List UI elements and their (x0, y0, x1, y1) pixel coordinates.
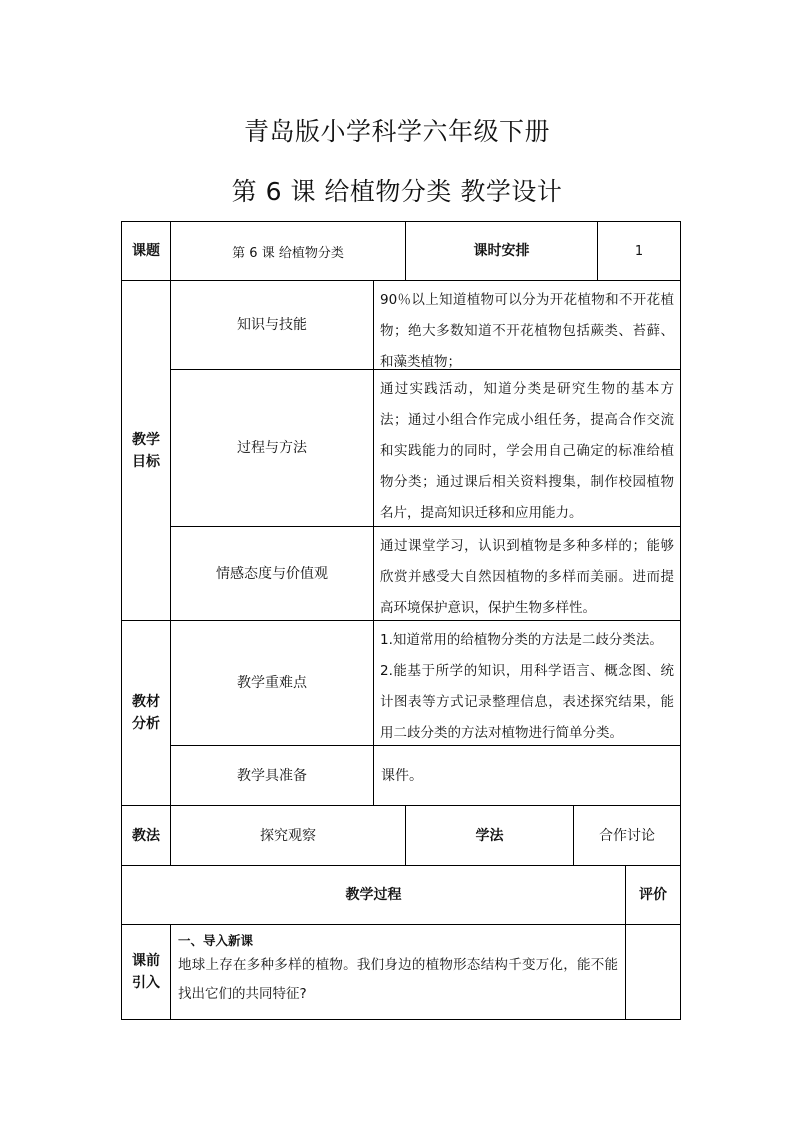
document-title: 青岛版小学科学六年级下册 (243, 117, 550, 146)
goal-knowledge-label: 知识与技能 (237, 317, 307, 333)
topic-label-cell (121, 221, 171, 281)
materials-value: 课件。 (381, 767, 423, 784)
analysis-label-line1: 教材 (132, 694, 160, 710)
intro-label-line1: 课前 (132, 953, 160, 969)
method-label-cell (121, 805, 171, 866)
study-label-cell (405, 805, 574, 866)
goals-label-line2: 目标 (132, 453, 160, 470)
goal-emotion-label: 情感态度与价值观 (216, 565, 328, 582)
study-value: 合作讨论 (599, 827, 655, 844)
materials-label-cell (170, 745, 374, 806)
goal-emotion-text: 通过课堂学习，认识到植物是多种多样的；能够欣赏并感受大自然因植物的多样而美丽。进而提高环境保护意识，保护生物多样性。 (380, 538, 674, 616)
method-value: 探究观察 (260, 827, 316, 844)
goal-emotion-label-cell (170, 526, 374, 621)
goals-label-cell (121, 280, 171, 621)
process-label: 教学过程 (345, 887, 402, 903)
analysis-label-line2: 分析 (132, 716, 160, 732)
keypoints-text-cell (373, 620, 681, 746)
document-subtitle: 第 6 课 给植物分类 教学设计 (231, 177, 563, 206)
keypoints-label-cell (170, 620, 374, 746)
intro-content-cell (170, 924, 626, 1020)
materials-label: 教学具准备 (237, 767, 307, 784)
schedule-label: 课时安排 (473, 243, 530, 259)
intro-label-cell (121, 924, 171, 1020)
topic-label: 课题 (132, 243, 160, 259)
goal-process-text-cell (373, 369, 681, 527)
topic-value: 第 6 课 给植物分类 (232, 245, 344, 261)
intro-eval-cell (625, 924, 681, 1020)
topic-value-cell (170, 221, 406, 281)
eval-header-cell (625, 865, 681, 925)
goal-process-text: 通过实践活动，知道分类是研究生物的基本方法；通过小组合作完成小组任务，提高合作交流和实践能力的同时，学会用自己确定的标准给植物分类；通过课后相关资料搜集，制作校园植物名片，提高知识迁移和应用能力。 (380, 381, 674, 521)
keypoints-label: 教学重难点 (237, 675, 307, 691)
keypoint-1: 1.知道常用的给植物分类的方法是二歧分类法。 (380, 632, 663, 648)
goal-knowledge-text: 90％以上知道植物可以分为开花植物和不开花植物；绝大多数知道不开花植物包括蕨类、苔藓、和藻类植物； (380, 292, 674, 370)
study-label: 学法 (475, 827, 504, 844)
schedule-value: 1 (634, 243, 644, 259)
materials-value-cell (373, 745, 681, 806)
intro-text: 地球上存在多种多样的植物。我们身边的植物形态结构千变万化，能不能找出它们的共同特征? (178, 957, 618, 1002)
keypoint-2: 2.能基于所学的知识，用科学语言、概念图、统计图表等方式记录整理信息，表述探究结果，能用二歧分类的方法对植物进行简单分类。 (380, 663, 674, 741)
study-value-cell (573, 805, 681, 866)
intro-label-line2: 引入 (132, 975, 160, 991)
schedule-label-cell (405, 221, 598, 281)
goal-emotion-text-cell (373, 526, 681, 621)
goal-process-label: 过程与方法 (237, 440, 307, 456)
goal-knowledge-label-cell (170, 280, 374, 370)
analysis-label-cell (121, 620, 171, 806)
method-value-cell (170, 805, 406, 866)
eval-label: 评价 (639, 887, 667, 903)
method-label: 教法 (132, 827, 160, 844)
goal-process-label-cell (170, 369, 374, 527)
schedule-value-cell (597, 221, 681, 281)
process-header-cell (121, 865, 626, 925)
intro-heading: 一、导入新课 (178, 933, 254, 948)
goals-label-line1: 教学 (132, 431, 160, 448)
goal-knowledge-text-cell (373, 280, 681, 370)
